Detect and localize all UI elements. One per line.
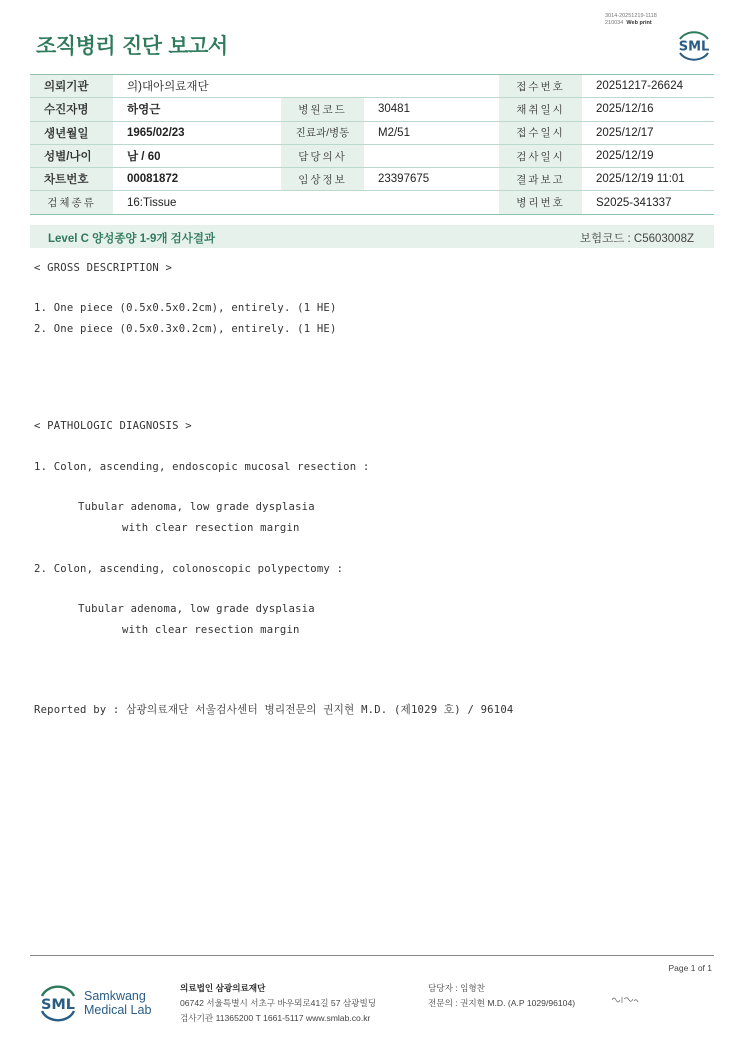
org-name: 의료법인 삼광의료재단 xyxy=(180,983,266,993)
label-receipt-number: 접수번호 xyxy=(499,75,582,98)
staff-info xyxy=(428,981,575,1011)
value-physician xyxy=(364,144,499,167)
value-requesting-institution: 의)대아의료재단 xyxy=(113,75,499,98)
page-number: Page 1 of 1 xyxy=(668,963,712,973)
label-result-report: 결과보고 xyxy=(499,168,582,191)
value-patient-name: 하영근 xyxy=(113,98,281,121)
gross-item: 2. One piece (0.5x0.3x0.2cm), entirely. (1 HE) xyxy=(34,323,337,335)
diagnosis-heading: < PATHOLOGIC DIAGNOSIS > xyxy=(34,420,192,432)
footer-divider xyxy=(30,955,714,956)
label-collection-date: 채취일시 xyxy=(499,98,582,121)
label-clinical-info: 임상정보 xyxy=(281,168,364,191)
value-sex-age: 남 / 60 xyxy=(113,144,281,167)
label-department-ward: 진료과/병동 xyxy=(281,121,364,144)
value-department-ward: M2/51 xyxy=(364,121,499,144)
gross-item: 1. One piece (0.5x0.5x0.2cm), entirely. (1 HE) xyxy=(34,302,337,314)
brand-line2: Medical Lab xyxy=(84,1002,152,1017)
diagnosis-site: 1. Colon, ascending, endoscopic mucosal resection : xyxy=(34,461,370,473)
diagnosis-finding: Tubular adenoma, low grade dysplasia xyxy=(78,603,315,615)
label-requesting-institution: 의뢰기관 xyxy=(30,75,113,98)
signature-icon xyxy=(610,994,640,1006)
label-hospital-code: 병원코드 xyxy=(281,98,364,121)
table-row xyxy=(30,168,714,191)
label-chart-number: 차트번호 xyxy=(30,168,113,191)
value-test-date: 2025/12/19 xyxy=(582,144,714,167)
specialist: 전문의 : 권지현 M.D. (A.P 1029/96104) xyxy=(428,998,576,1008)
sml-logo-icon xyxy=(674,26,714,64)
value-collection-date: 2025/12/16 xyxy=(582,98,714,121)
label-receipt-date: 접수일시 xyxy=(499,121,582,144)
value-hospital-code: 30481 xyxy=(364,98,499,121)
logo-text: SML xyxy=(678,39,710,55)
diagnosis-site: 2. Colon, ascending, colonoscopic polypectomy : xyxy=(34,563,344,575)
page-title: 조직병리 진단 보고서 xyxy=(36,34,228,58)
value-specimen-type: 16:Tissue xyxy=(113,191,499,214)
brand-name xyxy=(84,990,151,1017)
diagnosis-margin: with clear resection margin xyxy=(122,624,300,636)
print-id-line2: 210034 xyxy=(605,20,624,26)
value-chart-number: 00081872 xyxy=(113,168,281,191)
label-birth-date: 생년월일 xyxy=(30,121,113,144)
table-row xyxy=(30,98,714,121)
label-physician: 담당의사 xyxy=(281,144,364,167)
brand-line1: Samkwang xyxy=(84,989,146,1003)
table-row xyxy=(30,144,714,167)
diagnosis-finding: Tubular adenoma, low grade dysplasia xyxy=(78,501,315,513)
table-row xyxy=(30,75,714,98)
label-patient-name: 수진자명 xyxy=(30,98,113,121)
org-contact: 검사기관 11365200 T 1661-5117 www.smlab.co.kr xyxy=(180,1013,371,1023)
level-title: Level C 양성종양 1-9개 검사결과 xyxy=(48,233,216,245)
table-row xyxy=(30,191,714,214)
organization-info xyxy=(180,981,376,1026)
table-row xyxy=(30,121,714,144)
sml-logo-icon xyxy=(36,980,80,1026)
reported-by: Reported by : 삼광의료재단 서울검사센터 병리전문의 권지현 M.D. (제1029 호) / 96104 xyxy=(34,704,514,716)
print-mode: Web print xyxy=(626,20,652,26)
logo-text: SML xyxy=(40,997,76,1013)
print-id-line1: 3014-20251219-1118 xyxy=(605,13,657,19)
label-specimen-type: 검체종류 xyxy=(30,191,113,214)
value-clinical-info: 23397675 xyxy=(364,168,499,191)
insurance-code: 보험코드 : C5603008Z xyxy=(579,233,694,245)
patient-info-table xyxy=(30,74,714,215)
value-result-report: 2025/12/19 11:01 xyxy=(582,168,714,191)
value-receipt-number: 20251217-26624 xyxy=(582,75,714,98)
gross-heading: < GROSS DESCRIPTION > xyxy=(34,262,173,274)
level-bar xyxy=(30,225,714,248)
value-receipt-date: 2025/12/17 xyxy=(582,121,714,144)
label-pathology-number: 병리번호 xyxy=(499,191,582,214)
value-pathology-number: S2025-341337 xyxy=(582,191,714,214)
label-test-date: 검사일시 xyxy=(499,144,582,167)
diagnosis-margin: with clear resection margin xyxy=(122,522,300,534)
value-birth-date: 1965/02/23 xyxy=(113,121,281,144)
staff-in-charge: 담당자 : 임형찬 xyxy=(428,983,485,993)
org-address: 06742 서울특별시 서초구 바우뫼로41길 57 삼광빌딩 xyxy=(180,998,377,1008)
label-sex-age: 성별/나이 xyxy=(30,144,113,167)
print-id xyxy=(605,13,657,27)
